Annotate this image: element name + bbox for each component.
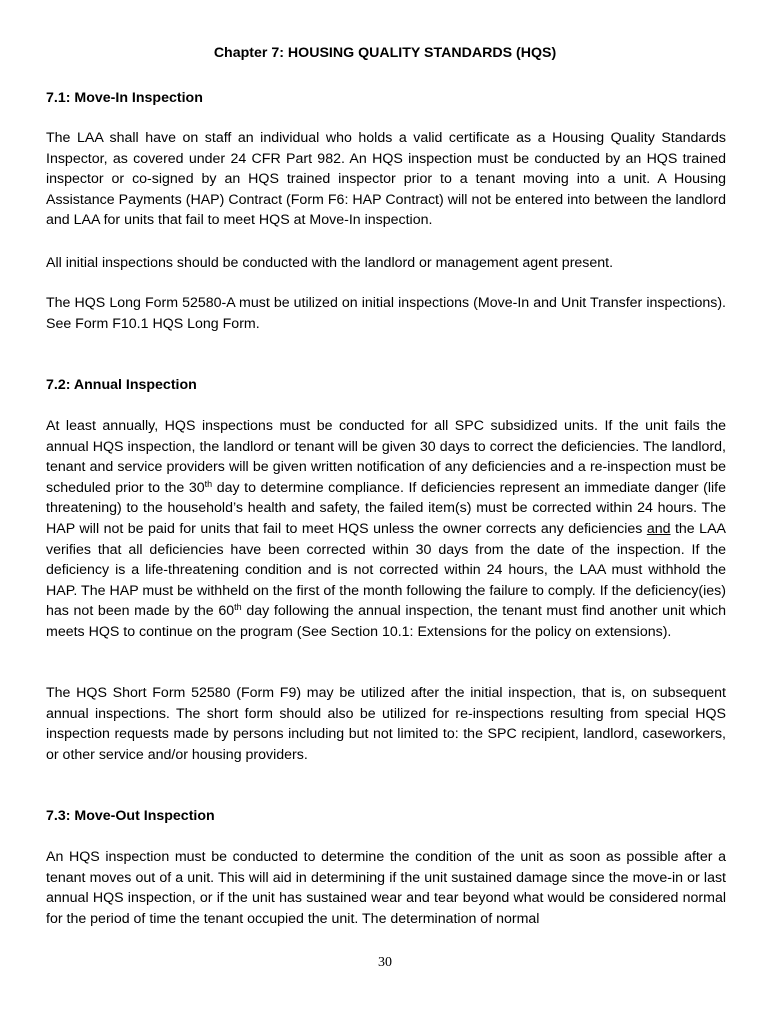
section-7-1-paragraph-3: The HQS Long Form 52580-A must be utilized on initial inspections (Move-In and Unit Transfer inspections). See Form F10.1 HQS Long Form. [46, 295, 726, 332]
section-7-2-paragraph-1: At least annually, HQS inspections must be conducted for all SPC subsidized units. If the unit fails the annual HQS inspection, the landlord or tenant will be given 30 days to correct the deficiencies. The landlord, tenant and service providers will be given written notification of any deficiencies and a re-inspection must be scheduled prior to the 30th day to determine compliance. If deficiencies represent an immediate danger (life threatening) to the household’s health and safety, the failed item(s) must be corrected within 24 hours. The HAP will not be paid for units that fail to meet HQS unless the owner corrects any deficiencies and the LAA verifies that all deficiencies have been corrected within 30 days from the date of the inspection. If the deficiency is a life-threatening condition and is not corrected within 24 hours, the LAA must withhold the HAP. The HAP must be withheld on the first of the month following the failure to comply. If the deficiency(ies) has not been made by the 60th day following the annual inspection, the tenant must find another unit which meets HQS to continue on the program (See Section 10.1: Extensions for the policy on extensions). [46, 418, 726, 640]
section-7-2-heading: 7.2: Annual Inspection [46, 377, 197, 393]
section-7-1-heading: 7.1: Move-In Inspection [46, 90, 203, 106]
section-7-3-heading: 7.3: Move-Out Inspection [46, 808, 215, 824]
section-7-3-paragraph-1: An HQS inspection must be conducted to determine the condition of the unit as soon as possible after a tenant moves out of a unit. This will aid in determining if the unit sustained damage since the move-in or last annual HQS inspection, or if the unit has sustained wear and tear beyond what would be considered normal for the period of time the tenant occupied the unit. The determination of normal [46, 849, 726, 927]
section-7-1-paragraph-1: The LAA shall have on staff an individual who holds a valid certificate as a Housing Quality Standards Inspector, as covered under 24 CFR Part 982. An HQS inspection must be conducted by an HQS trained inspector or co-signed by an HQS trained inspector prior to a tenant moving into a unit. A Housing Assistance Payments (HAP) Contract (Form F6: HAP Contract) will not be entered into between the landlord and LAA for units that fail to meet HQS at Move-In inspection. [46, 130, 726, 229]
section-7-1-paragraph-2: All initial inspections should be conducted with the landlord or management agent present. [46, 255, 614, 271]
page-number: 30 [378, 955, 392, 970]
section-7-2-paragraph-2: The HQS Short Form 52580 (Form F9) may be utilized after the initial inspection, that is, on subsequent annual inspections. The short form should also be utilized for re-inspections resulting from special HQS inspection requests made by persons including but not limited to: the SPC recipient, landlord, caseworkers, or other service and/or housing providers. [46, 685, 726, 763]
chapter-title: Chapter 7: HOUSING QUALITY STANDARDS (HQS) [213, 45, 557, 61]
